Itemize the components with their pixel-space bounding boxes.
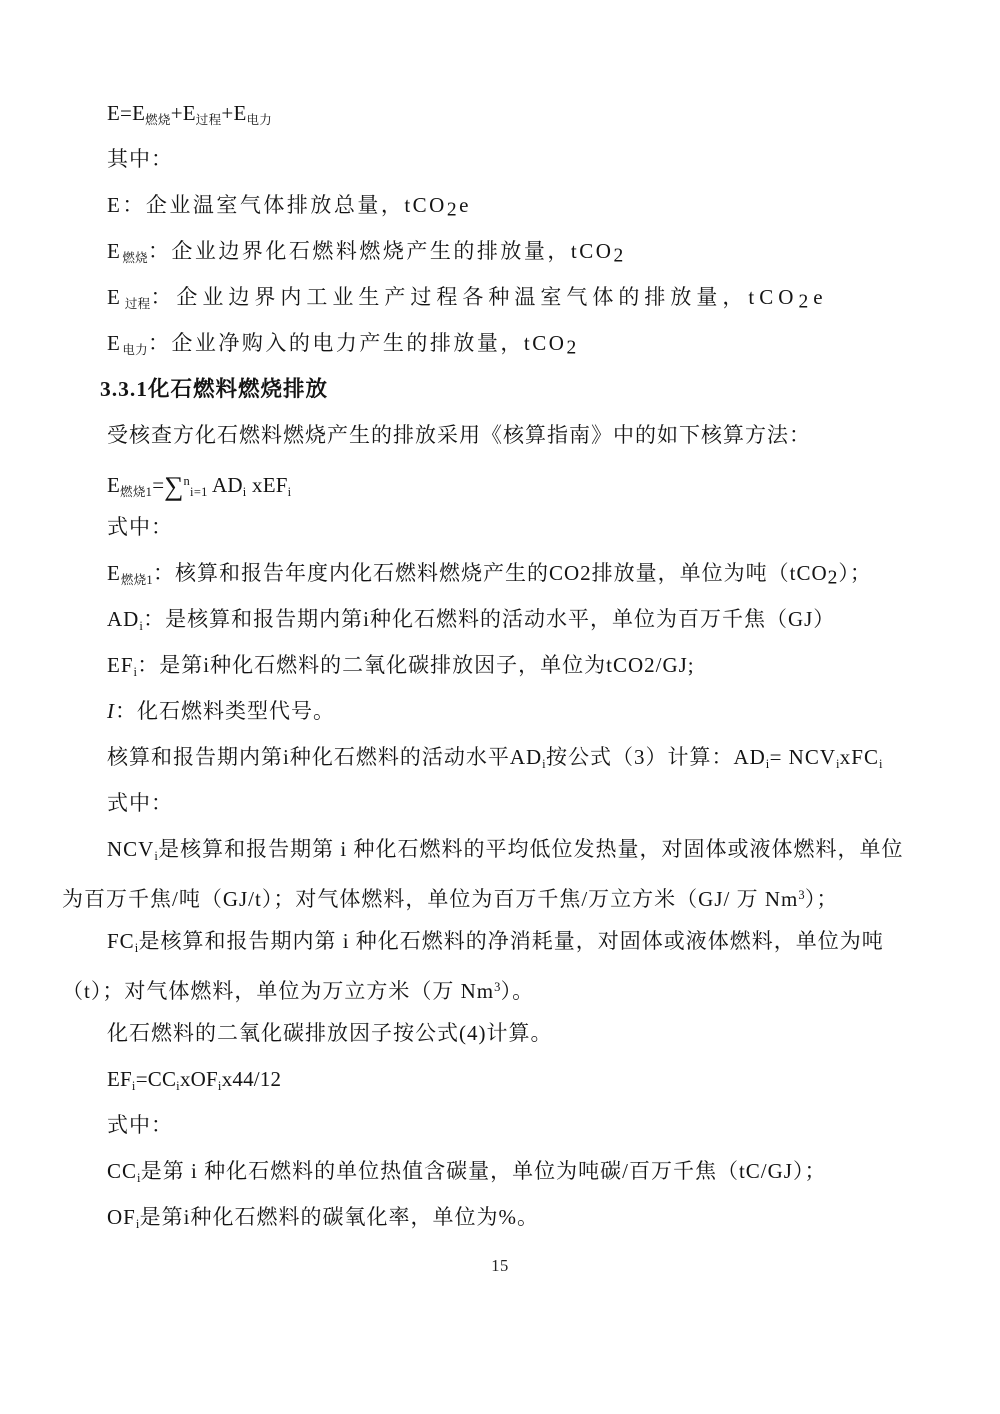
text-segment: i bbox=[131, 1079, 136, 1093]
text-segment: EF bbox=[107, 653, 134, 677]
para-ncv-line2 bbox=[62, 872, 940, 918]
definition-of-i bbox=[62, 1194, 940, 1240]
formula-total-emissions bbox=[62, 90, 940, 136]
text-segment: i bbox=[542, 757, 546, 771]
definition-ad-i bbox=[62, 596, 940, 642]
formula-ef bbox=[62, 1056, 940, 1102]
text-segment: e bbox=[813, 285, 828, 309]
para-fc-line2 bbox=[62, 964, 940, 1010]
text-segment: 2 bbox=[566, 337, 579, 359]
text-segment: i bbox=[836, 757, 840, 771]
text-segment: i bbox=[176, 1079, 180, 1093]
text-segment: ：企业净购入的电力产生的排放量，tCO bbox=[147, 331, 567, 355]
label-in-formula-1 bbox=[62, 504, 940, 550]
text-segment: i bbox=[765, 757, 770, 771]
text-segment: 受核查方化石燃料燃烧产生的排放采用《核算指南》中的如下核算方法： bbox=[107, 423, 811, 447]
formula-combustion-sum bbox=[62, 458, 940, 504]
text-segment: 化石燃料的二氧化碳排放因子按公式(4)计算。 bbox=[107, 1021, 553, 1045]
text-segment: e bbox=[459, 193, 471, 217]
text-segment: E bbox=[107, 285, 125, 309]
text-segment: x44/12 bbox=[221, 1067, 282, 1091]
text-segment: 过程 bbox=[124, 297, 151, 311]
text-segment: i bbox=[137, 1171, 141, 1185]
definition-e-process bbox=[62, 274, 940, 320]
text-segment: = NCV bbox=[769, 745, 837, 769]
heading-3-3-1 bbox=[62, 366, 940, 412]
para-ef-formula-intro bbox=[62, 1010, 940, 1056]
text-segment: 核算和报告期内第i种化石燃料的活动水平AD bbox=[107, 745, 543, 769]
text-segment: xEF bbox=[246, 473, 288, 497]
text-segment: AD bbox=[107, 607, 140, 631]
text-segment: E bbox=[107, 239, 123, 263]
page-number: 15 bbox=[491, 1256, 509, 1275]
text-segment: 是第i种化石燃料的碳氧化率，单位为%。 bbox=[139, 1205, 539, 1229]
para-method-intro bbox=[62, 412, 940, 458]
text-segment: FC bbox=[107, 929, 135, 953]
text-segment: ：化石燃料类型代号。 bbox=[115, 699, 335, 723]
sigma-symbol: ∑ bbox=[164, 471, 184, 501]
text-segment: 燃烧1 bbox=[120, 573, 153, 587]
text-segment: 电力 bbox=[246, 113, 273, 127]
para-fc-line1 bbox=[62, 918, 940, 964]
text-segment: E=E bbox=[107, 101, 146, 125]
text-segment: 是第 i 种化石燃料的单位热值含碳量，单位为吨碳/百万千焦（tC/GJ）； bbox=[140, 1159, 827, 1183]
definition-e-total bbox=[62, 182, 940, 228]
text-segment: 2 bbox=[827, 567, 839, 589]
text-segment: i bbox=[217, 1079, 222, 1093]
text-segment: ）； bbox=[804, 887, 839, 911]
text-segment: ：核算和报告年度内化石燃料燃烧产生的CO2排放量，单位为吨（tCO bbox=[152, 561, 828, 585]
text-segment: I bbox=[107, 699, 115, 723]
text-segment: E bbox=[107, 561, 121, 585]
text-segment: i bbox=[135, 1217, 140, 1231]
text-segment: 是核算和报告期内第 i 种化石燃料的净消耗量，对固体或液体燃料，单位为吨 bbox=[138, 929, 884, 953]
text-segment: xOF bbox=[179, 1067, 218, 1091]
text-segment: EF bbox=[107, 1067, 132, 1091]
text-segment: OF bbox=[107, 1205, 136, 1229]
text-segment: i bbox=[133, 665, 138, 679]
text-segment: =CC bbox=[135, 1067, 177, 1091]
definition-e-electricity bbox=[62, 320, 940, 366]
text-segment: 其中： bbox=[107, 147, 173, 171]
text-segment: 电力 bbox=[122, 343, 148, 357]
definition-i-code bbox=[62, 688, 940, 734]
text-segment: AD bbox=[207, 473, 243, 497]
definition-e-combustion-1 bbox=[62, 550, 940, 596]
text-segment: 式中： bbox=[107, 1113, 173, 1137]
text-segment: （t）；对气体燃料，单位为万立方米（万 Nm bbox=[62, 979, 495, 1003]
text-segment: i bbox=[878, 757, 883, 771]
label-in-formula-2 bbox=[62, 780, 940, 826]
text-segment: +E bbox=[170, 101, 196, 125]
text-segment: CC bbox=[107, 1159, 138, 1183]
text-segment: 过程 bbox=[195, 113, 222, 127]
definition-cc-i bbox=[62, 1148, 940, 1194]
text-segment: ）； bbox=[838, 561, 872, 585]
text-segment: ：是第i种化石燃料的二氧化碳排放因子，单位为tCO2/GJ; bbox=[137, 653, 695, 677]
text-segment: i bbox=[287, 485, 292, 499]
text-segment: 式中： bbox=[107, 791, 173, 815]
text-segment: ）。 bbox=[500, 979, 535, 1003]
text-segment: ：是核算和报告期内第i种化石燃料的活动水平，单位为百万千焦（GJ） bbox=[143, 607, 836, 631]
text-segment: 2 bbox=[798, 291, 814, 313]
definition-e-combustion bbox=[62, 228, 940, 274]
text-segment: 燃烧 bbox=[122, 251, 148, 265]
text-segment: E：企业温室气体排放总量，tCO bbox=[107, 193, 447, 217]
text-segment: E bbox=[107, 331, 123, 355]
text-segment: ：企业边界化石燃料燃烧产生的排放量，tCO bbox=[147, 239, 614, 263]
text-segment: ：企业边界内工业生产过程各种温室气体的排放量，tCO bbox=[150, 285, 799, 309]
text-segment: i=1 bbox=[190, 485, 208, 499]
text-segment: 是核算和报告期第 i 种化石燃料的平均低位发热量，对固体或液体燃料，单位 bbox=[158, 837, 904, 861]
text-segment: i bbox=[154, 849, 159, 863]
text-segment: i bbox=[134, 941, 139, 955]
text-segment: i bbox=[139, 619, 144, 633]
text-segment: E bbox=[107, 473, 121, 497]
text-segment: 为百万千焦/吨（GJ/t）；对气体燃料，单位为百万千焦/万立方米（GJ/ 万 Nm bbox=[62, 887, 799, 911]
text-segment: i bbox=[242, 485, 247, 499]
label-among-which bbox=[62, 136, 940, 182]
text-segment: 2 bbox=[446, 199, 460, 221]
definition-ef-i bbox=[62, 642, 940, 688]
text-segment: 式中： bbox=[107, 515, 173, 539]
text-segment: n bbox=[183, 474, 191, 488]
text-segment: 3.3.1化石燃料燃烧排放 bbox=[100, 377, 329, 401]
text-segment: xFC bbox=[839, 745, 879, 769]
text-segment: 燃烧 bbox=[145, 113, 171, 127]
text-segment: +E bbox=[221, 101, 247, 125]
text-segment: 3 bbox=[798, 888, 805, 902]
para-ncv-line1 bbox=[62, 826, 940, 872]
label-in-formula-3 bbox=[62, 1102, 940, 1148]
text-segment: 2 bbox=[613, 245, 626, 267]
text-segment: 3 bbox=[494, 980, 501, 994]
text-segment: 燃烧1 bbox=[120, 485, 153, 499]
text-segment: = bbox=[152, 473, 165, 497]
text-segment: NCV bbox=[107, 837, 155, 861]
para-ad-formula bbox=[62, 734, 940, 780]
text-segment: 按公式（3）计算：AD bbox=[545, 745, 766, 769]
